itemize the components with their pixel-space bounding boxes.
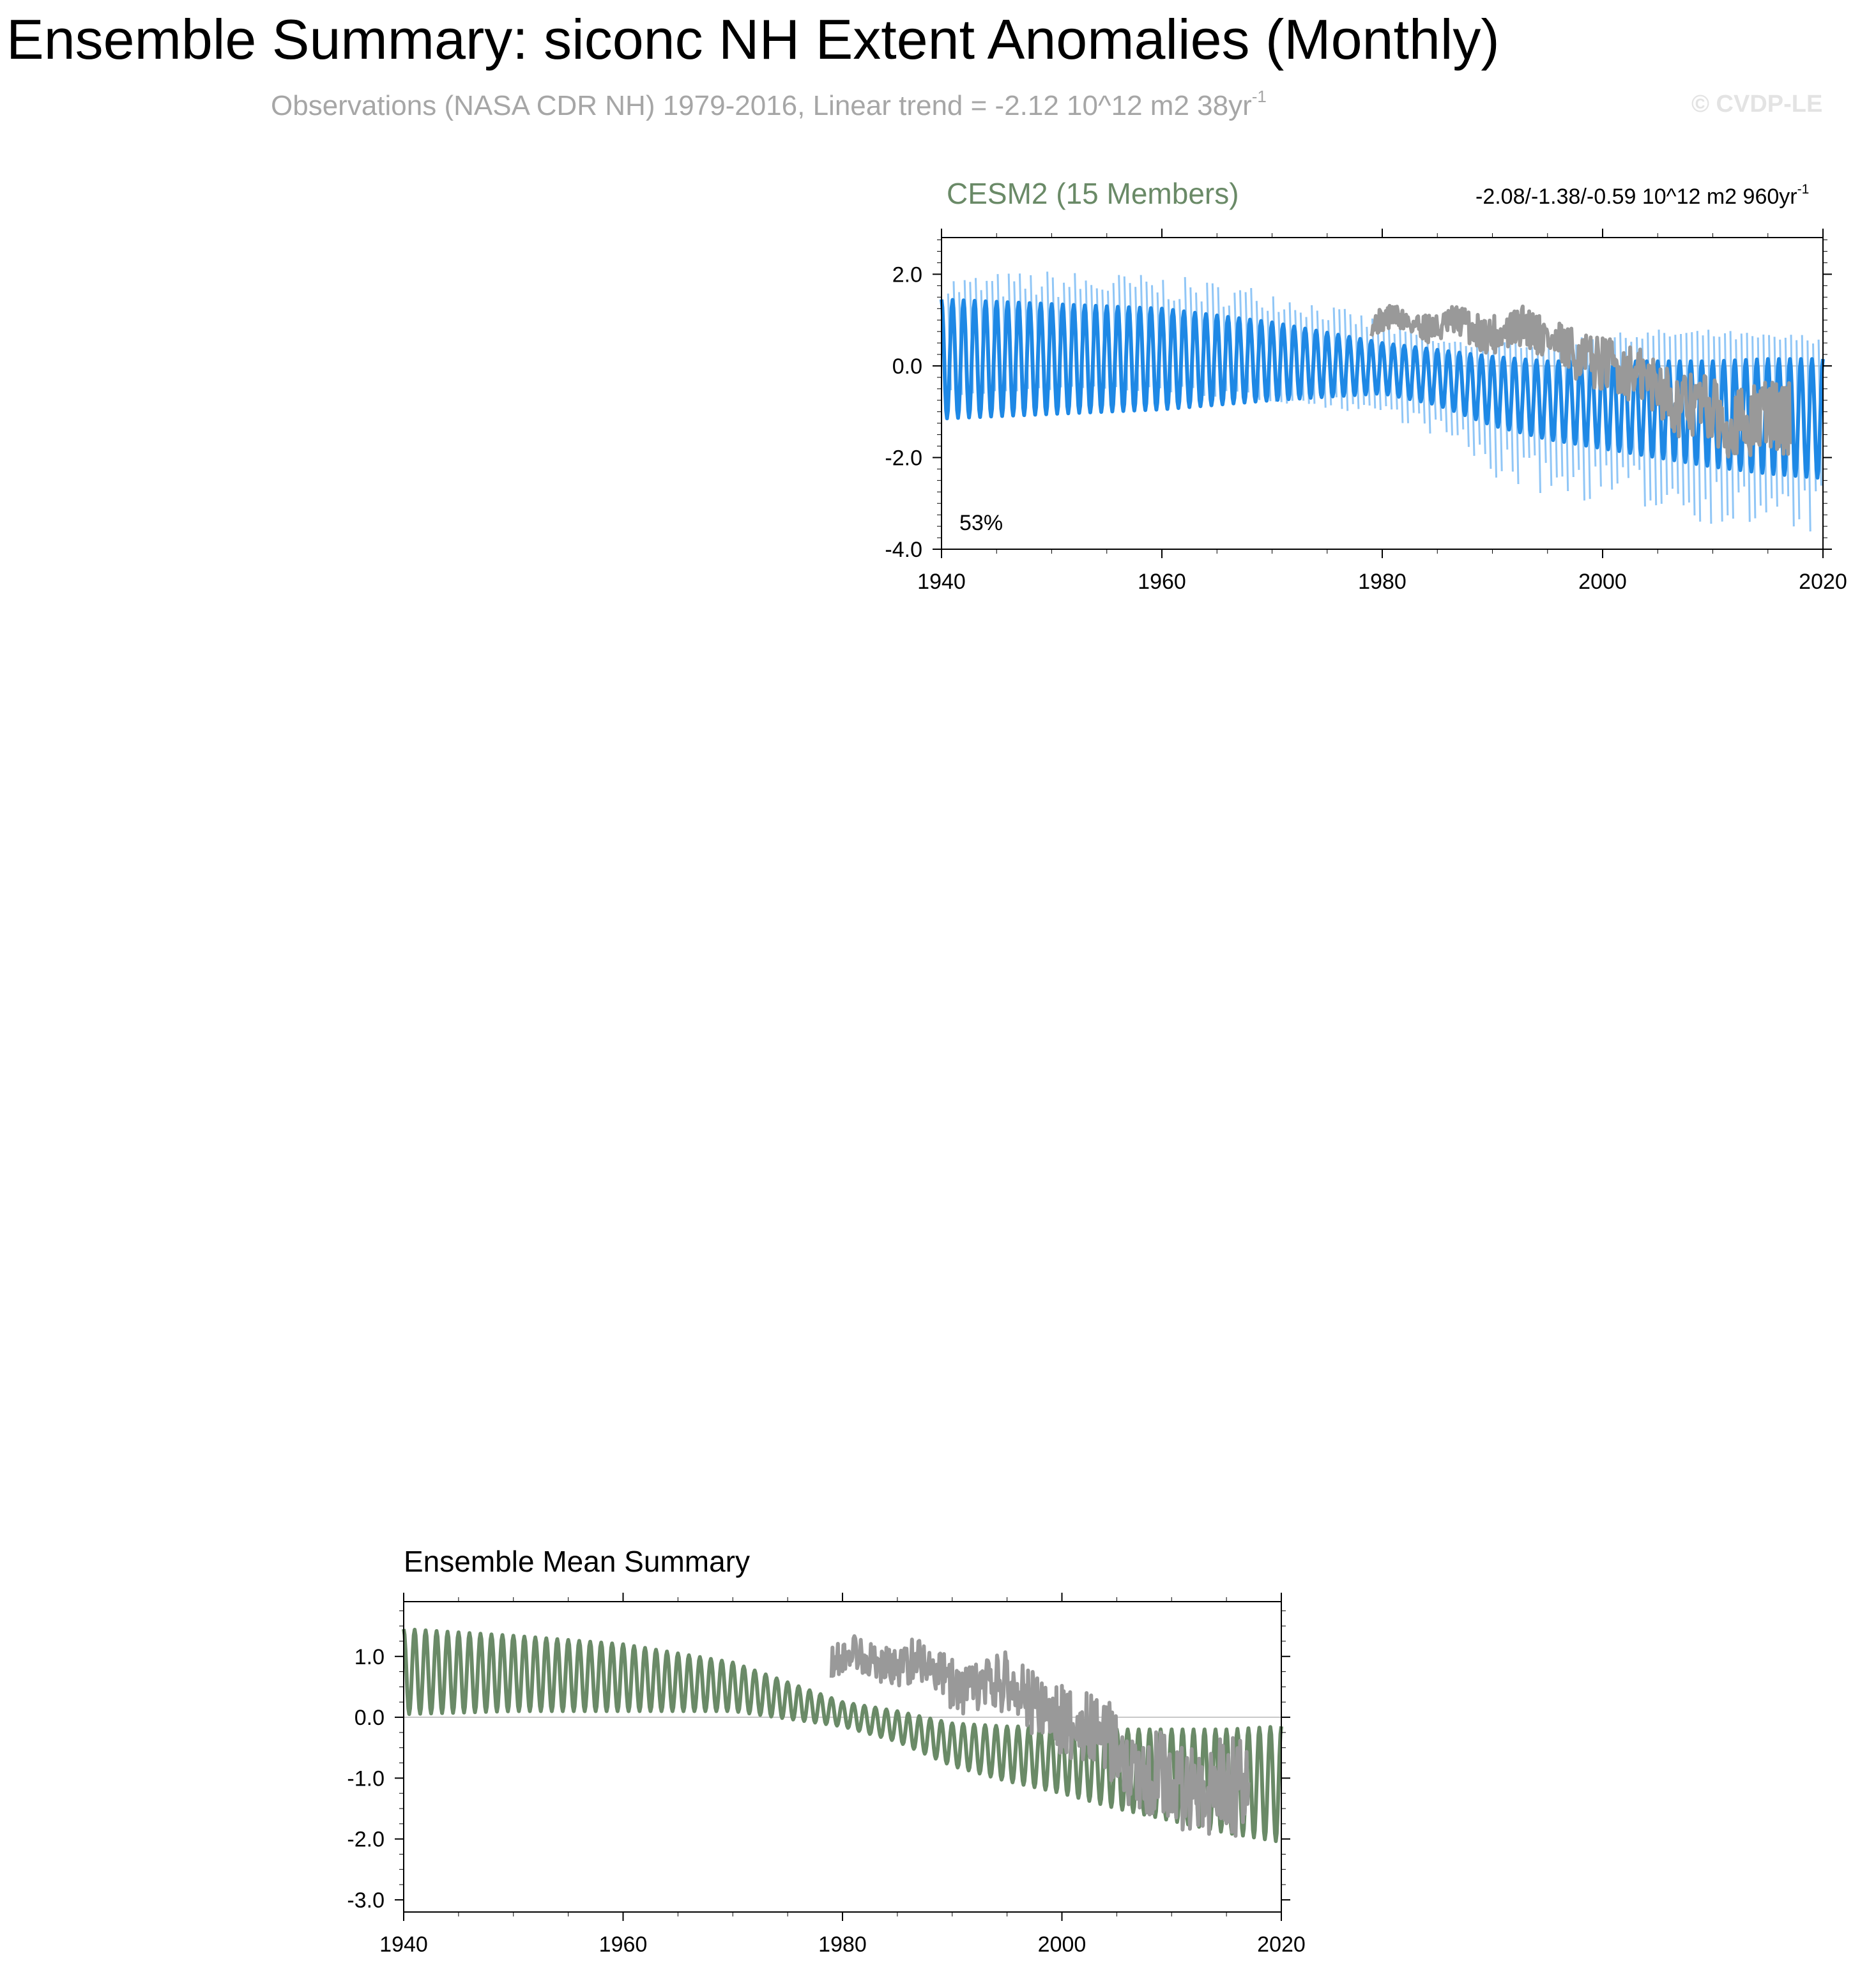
mean-x-tick-label: 2020 [1257, 1932, 1306, 1957]
model-x-tick-label: 2000 [1578, 570, 1627, 594]
mean-y-tick-label: 1.0 [354, 1644, 385, 1669]
model-y-tick-label: -4.0 [885, 538, 922, 562]
model-y-tick-label: 2.0 [892, 262, 922, 287]
mean-y-tick-label: -3.0 [347, 1888, 385, 1913]
mean-x-tick-label: 2000 [1037, 1932, 1087, 1957]
mean-y-tick-label: -2.0 [347, 1827, 385, 1852]
subtitle-superscript: -1 [1251, 87, 1267, 106]
model-y-tick-label: 0.0 [892, 354, 922, 379]
ensemble-mean-panel-title: Ensemble Mean Summary [404, 1545, 750, 1578]
model-x-tick-label: 1980 [1358, 570, 1407, 594]
trend-label-text: -2.08/-1.38/-0.59 10^12 m2 960yr [1476, 185, 1797, 209]
mean-x-tick-label: 1980 [818, 1932, 867, 1957]
page-title: Ensemble Summary: siconc NH Extent Anomalies (Monthly) [6, 8, 1500, 71]
mean-y-tick-label: -1.0 [347, 1766, 385, 1791]
mean-plot-group [347, 1593, 1305, 1957]
watermark: © CVDP-LE [1691, 91, 1823, 118]
model-percent-annotation: 53% [959, 511, 1003, 535]
model-y-tick-label: -2.0 [885, 446, 922, 471]
model-x-tick-label: 2020 [1799, 570, 1847, 594]
mean-x-tick-label: 1940 [379, 1932, 428, 1957]
mean-y-tick-label: 0.0 [354, 1706, 385, 1731]
mean-x-tick-label: 1960 [599, 1932, 648, 1957]
model-plot-group [885, 229, 1847, 594]
trend-label-superscript: -1 [1797, 182, 1810, 197]
model-x-tick-label: 1960 [1138, 570, 1186, 594]
subtitle-text: Observations (NASA CDR NH) 1979-2016, Linear trend = -2.12 10^12 m2 38yr [271, 90, 1252, 121]
model-panel-title: CESM2 (15 Members) [947, 177, 1239, 210]
model-x-tick-label: 1940 [917, 570, 966, 594]
